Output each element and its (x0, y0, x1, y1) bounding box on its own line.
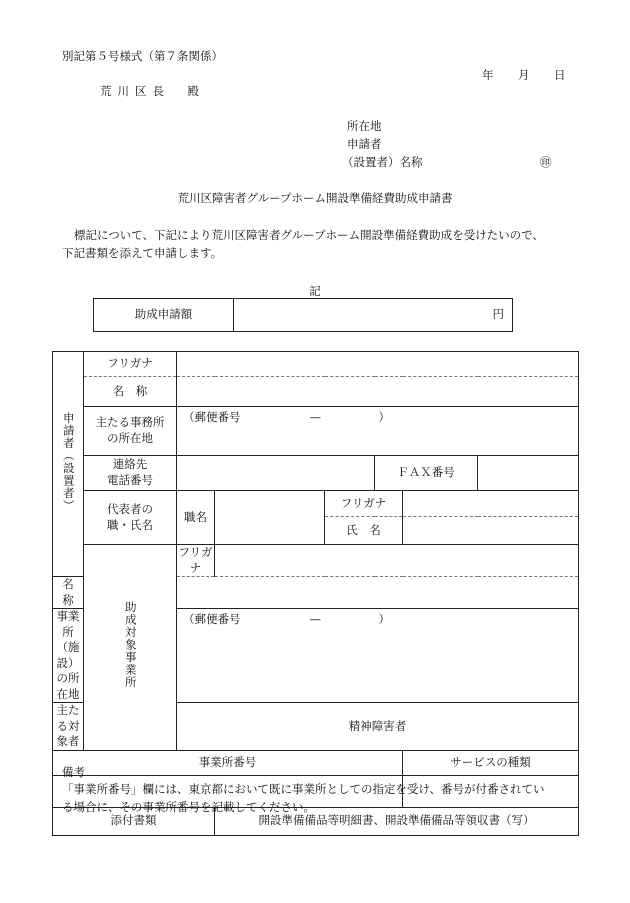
representative-furigana-label: フリガナ (325, 491, 403, 517)
applicant-furigana-field[interactable] (177, 352, 579, 377)
notes-heading: 備考 (62, 765, 85, 779)
main-target-value: 精神障害者 (177, 703, 579, 751)
facility-furigana-label: フリガナ (177, 545, 215, 577)
office-address-label: 主たる事務所 の所在地 (84, 407, 177, 456)
date-month-label: 月 (518, 68, 530, 82)
representative-name-label: 氏 名 (325, 517, 403, 545)
organization-name-label: （設置者）名称 (342, 155, 423, 169)
attachments-value: 開設準備備品等明細書、開設準備備品等領収書（写） (215, 807, 579, 835)
office-number-label: 事業所番号 (53, 750, 403, 775)
fax-field[interactable] (478, 456, 579, 491)
job-title-label: 職名 (177, 491, 215, 545)
contact-phone-field[interactable] (177, 456, 375, 491)
fax-label: ＦＡＸ番号 (375, 456, 478, 491)
amount-table (93, 298, 513, 332)
addressee: 荒川区長 殿 (100, 84, 205, 98)
facility-postal-code: （郵便番号 — ） (183, 612, 390, 627)
applicant-name-label: 名 称 (84, 377, 177, 407)
applicant-label: 申請者 (347, 137, 382, 151)
representative-label: 代表者の 職・氏名 (84, 491, 177, 545)
facility-furigana-field[interactable] (215, 545, 579, 577)
notes-line-2: る場合に、その事業所番号を記載してください。 (62, 800, 315, 814)
amount-field[interactable] (234, 299, 513, 332)
amount-label: 助成申請額 (94, 299, 234, 332)
application-form-table (52, 351, 579, 836)
yen-unit: 円 (492, 307, 504, 322)
seal-mark: ㊞ (540, 155, 552, 169)
facility-address-field[interactable] (177, 609, 579, 703)
representative-furigana-field[interactable] (403, 491, 579, 517)
form-number: 別記第５号様式（第７条関係） (62, 49, 223, 63)
attachments-label: 添付書類 (53, 807, 215, 835)
facility-address-label: 事業所（施設） の所在地 (53, 609, 84, 703)
document-title: 荒川区障害者グループホーム開設準備経費助成申請書 (177, 191, 453, 205)
contact-phone-label: 連絡先 電話番号 (84, 456, 177, 491)
job-title-field[interactable] (215, 491, 325, 545)
ki-heading: 記 (309, 284, 321, 298)
applicant-section-label: 申請者（設置者） (53, 352, 84, 577)
applicant-furigana-label: フリガナ (84, 352, 177, 377)
service-type-label: サービスの種類 (403, 750, 579, 775)
body-text-line-1: 標記について、下記により荒川区障害者グループホーム開設準備経費助成を受けたいので、 (74, 228, 544, 242)
facility-section-label: 助成対象事業所 (84, 545, 177, 751)
applicant-name-field[interactable] (177, 377, 579, 407)
address-label: 所在地 (347, 119, 382, 133)
facility-name-label: 名 称 (53, 577, 84, 609)
date-year-label: 年 (482, 68, 494, 82)
body-text-line-2: 下記書類を添えて申請します。 (62, 246, 223, 260)
main-target-label: 主たる対象者 (53, 703, 84, 751)
representative-name-field[interactable] (403, 517, 579, 545)
notes-line-1: 「事業所番号」欄には、東京都において既に事業所としての指定を受け、番号が付番されてい (62, 782, 545, 796)
facility-name-field[interactable] (177, 577, 579, 609)
office-address-field[interactable] (177, 407, 579, 456)
office-postal-code: （郵便番号 — ） (183, 410, 390, 424)
date-day-label: 日 (554, 68, 566, 82)
